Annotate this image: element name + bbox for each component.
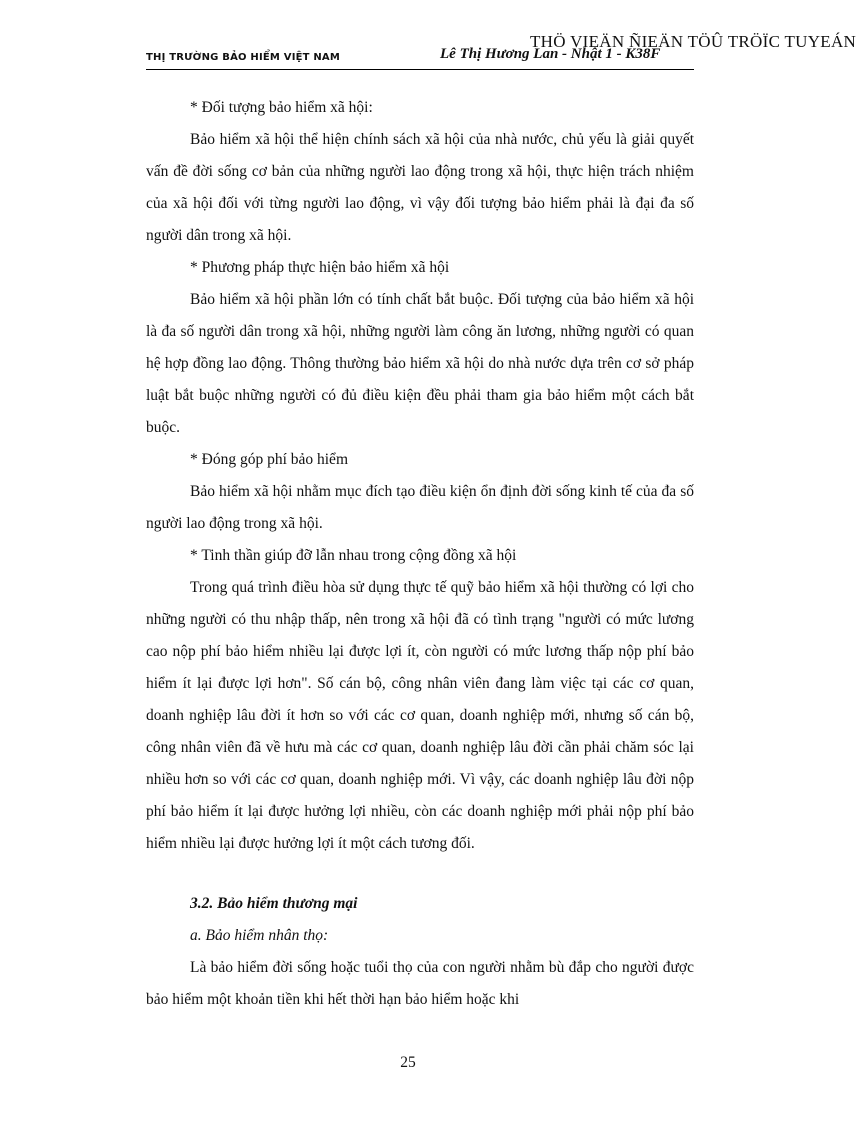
header-rule	[146, 69, 694, 70]
bullet-implementation-method: * Phương pháp thực hiện bảo hiểm xã hội	[190, 259, 450, 276]
running-header-author: Lê Thị Hương Lan - Nhật 1 - K38F	[440, 46, 661, 62]
page-body	[146, 92, 694, 1016]
paragraph: Bảo hiểm xã hội nhằm mục đích tạo điều kiện ổn định đời sống kinh tế của đa số người lao động trong xã hội.	[146, 483, 694, 532]
section-heading: 3.2. Bảo hiểm thương mại	[190, 895, 358, 912]
paragraph: Bảo hiểm xã hội phần lớn có tính chất bắt buộc. Đối tượng của bảo hiểm xã hội là đa số người dân trong xã hội, những người làm công ăn lương, những người có quan hệ hợp đồng lao động. Thông thường bảo hiểm xã hội do nhà nước dựa trên cơ sở pháp luật bắt buộc những người có đủ điều kiện đều phải tham gia bảo hiểm một cách bắt buộc.	[146, 291, 694, 436]
bullet-premium-contribution: * Đóng góp phí bảo hiểm	[190, 451, 348, 468]
paragraph: Bảo hiểm xã hội thể hiện chính sách xã hội của nhà nước, chủ yếu là giải quyết vấn đề đời sống cơ bản của những người lao động trong xã hội, thực hiện trách nhiệm của xã hội đối với từng người lao động, vì vậy đối tượng bảo hiểm phải là đại đa số người dân trong xã hội.	[146, 131, 694, 244]
bullet-social-insurance-subject: * Đối tượng bảo hiểm xã hội:	[190, 99, 373, 116]
paragraph: Là bảo hiểm đời sống hoặc tuổi thọ của con người nhằm bù đắp cho người được bảo hiểm một khoản tiền khi hết thời hạn bảo hiểm hoặc khi	[146, 959, 694, 1008]
paragraph: Trong quá trình điều hòa sử dụng thực tế quỹ bảo hiểm xã hội thường có lợi cho những người có thu nhập thấp, nên trong xã hội đã có tình trạng "người có mức lương cao nộp phí bảo hiểm nhiều lại được lợi ít, còn người có mức lương thấp nộp phí bảo hiểm ít lại được lợi hơn". Số cán bộ, công nhân viên đang làm việc tại các cơ quan, doanh nghiệp lâu đời ít hơn so với các cơ quan, doanh nghiệp mới, nhưng số cán bộ, công nhân viên đã về hưu mà các cơ quan, doanh nghiệp lâu đời cần phải chăm sóc lại nhiều hơn so với các cơ quan, doanh nghiệp mới. Vì vậy, các doanh nghiệp lâu đời nộp phí bảo hiểm ít lại được hưởng lợi nhiều, còn các doanh nghiệp mới phải nộp phí bảo hiểm nhiều lại được hưởng lợi ít một cách tương đối.	[146, 579, 694, 852]
bullet-mutual-assistance: * Tinh thần giúp đỡ lẫn nhau trong cộng đồng xã hội	[190, 547, 517, 564]
running-header-title: THỊ TRƯỜNG BẢO HIỂM VIỆT NAM	[146, 52, 341, 63]
watermark: THÖ VIEÄN ÑIEÄN TÖÛ TRÖÏC TUYEÁN	[530, 32, 856, 51]
page-number: 25	[400, 1054, 416, 1071]
subsection-heading: a. Bảo hiểm nhân thọ:	[190, 927, 329, 944]
